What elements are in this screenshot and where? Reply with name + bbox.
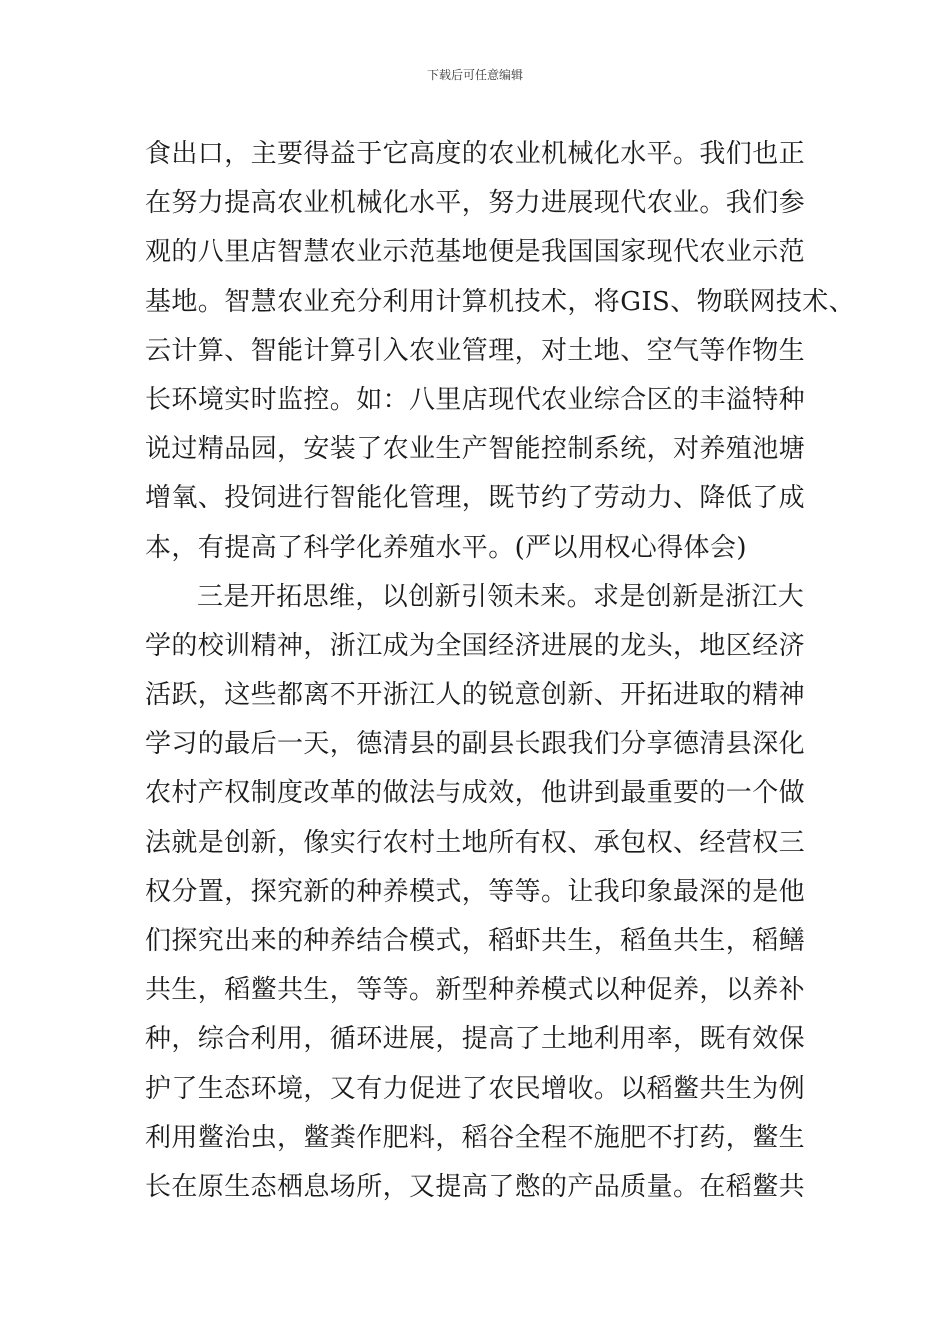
text-line: 长在原生态栖息场所，又提高了憋的产品质量。在稻鳖共 [145,1171,806,1202]
text-line: 说过精品园，安装了农业生产智能控制系统，对养殖池塘 [145,434,806,465]
header-note: 下载后可任意编辑 [426,68,523,82]
text-line: 种，综合利用，循环进展，提高了土地利用率，既有效保 [145,1024,806,1055]
paragraph-start-line: 三是开拓思维，以创新引领未来。求是创新是浙江大 [197,581,805,612]
text-line: 共生，稻鳖共生，等等。新型种养模式以种促养，以养补 [145,975,806,1006]
text-line: 们探究出来的种养结合模式，稻虾共生，稻鱼共生，稻鳝 [145,926,806,956]
text-line: 活跃，这些都离不开浙江人的锐意创新、开拓进取的精神 [145,680,806,711]
text-line: 观的八里店智慧农业示范基地便是我国国家现代农业示范 [145,237,806,268]
text-line: 长环境实时监控。如：八里店现代农业综合区的丰溢特种 [145,384,806,415]
text-line: 权分置，探究新的种养模式，等等。让我印象最深的是他 [145,876,806,907]
text-line: 本，有提高了科学化养殖水平。(严以用权心得体会) [145,532,747,563]
text-line: 农村产权制度改革的做法与成效，他讲到最重要的一个做 [145,778,806,809]
text-line: 增氧、投饲进行智能化管理，既节约了劳动力、降低了成 [145,483,806,514]
text-line: 食出口，主要得益于它高度的农业机械化水平。我们也正 [145,139,806,169]
text-line: 学习的最后一天，德清县的副县长跟我们分享德清县深化 [145,729,806,760]
text-line: 护了生态环境，又有力促进了农民增收。以稻鳖共生为例 [145,1073,806,1104]
text-line: 云计算、智能计算引入农业管理，对土地、空气等作物生 [145,335,806,366]
text-line: 基地。智慧农业充分利用计算机技术，将GIS、物联网技术、 [145,286,856,317]
text-line: 法就是创新，像实行农村土地所有权、承包权、经营权三 [145,827,806,858]
text-line: 利用鳖治虫，鳖粪作肥料，稻谷全程不施肥不打药，鳖生 [145,1122,806,1153]
document-body [145,130,856,1212]
text-line: 学的校训精神，浙江成为全国经济进展的龙头，地区经济 [145,630,806,661]
text-line: 在努力提高农业机械化水平，努力进展现代农业。我们参 [145,188,806,219]
